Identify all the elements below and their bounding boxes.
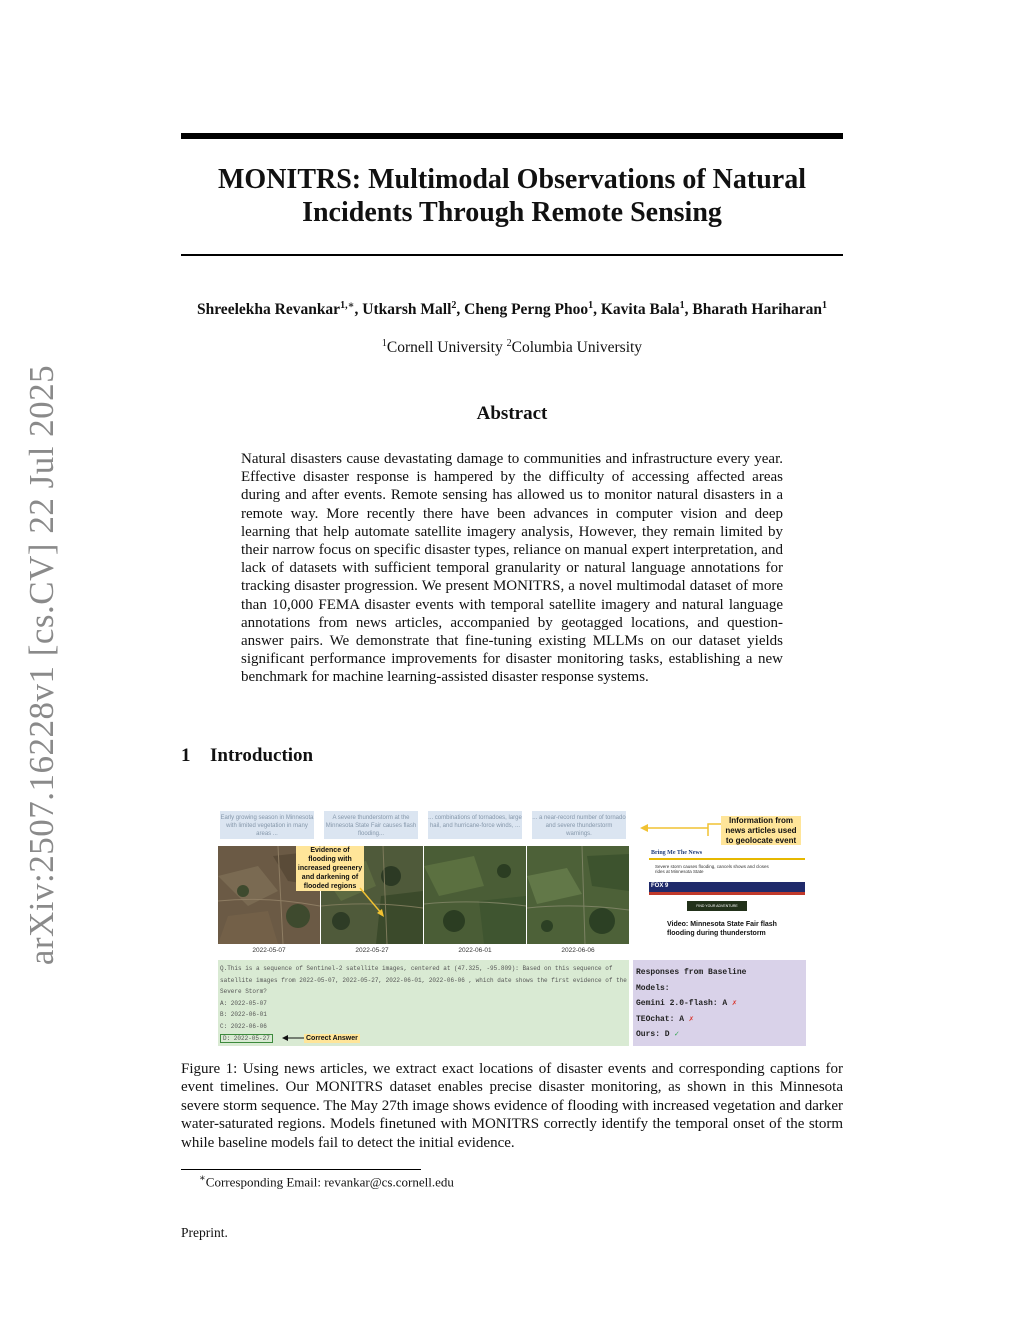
arxiv-text: arXiv:2507.16228v1 [cs.CV] 22 Jul 2025 [22, 364, 61, 966]
image-date-4: 2022-06-06 [561, 947, 595, 954]
image-date-1: 2022-05-07 [252, 947, 286, 954]
author: Utkarsh Mall$^2$ [362, 300, 457, 319]
info-arrow [638, 816, 723, 846]
figure-1 [218, 808, 808, 1048]
response-gemini: Gemini 2.0-flash: A ✗ [636, 999, 737, 1009]
section-title: Introduction [210, 745, 314, 766]
baseline-subheading: Models: [636, 983, 670, 993]
tv-banner [649, 882, 805, 892]
footnote-rule [181, 1169, 421, 1170]
correct-answer-label: Correct Answer [306, 1034, 358, 1042]
question-box [218, 960, 629, 1046]
option-d: D: 2022-05-27 [220, 1034, 273, 1043]
image-date-3: 2022-06-01 [458, 947, 492, 954]
cross-icon: ✗ [732, 999, 737, 1009]
image-date-2: 2022-05-27 [355, 947, 389, 954]
tv-logo: FOX 9 [651, 883, 669, 889]
section-heading [181, 745, 313, 767]
option-c: C: 2022-06-06 [220, 1022, 267, 1030]
top-rule [181, 133, 843, 139]
baseline-responses [633, 960, 806, 1046]
timeline-caption-1: Early growing season in Minnesota with limited vegetation in many areas ... [220, 811, 314, 839]
abstract-text: Natural disasters cause devastating damage to communities and infrastructure every year. Effective disaster response is hampered by the difficulty of accessing affected areas during and after events. Remote sensing has allowed us to monitor natural disasters in a remote way. More recently there have been advances in computer vision and deep learning that help automate satellite imagery analysis, However, they remain limited by their narrow focus on specific disaster types, reliance on manual expert interpretation, and lack of datasets with sufficient temporal granularity or natural language annotations for tracking disaster progression. We present MONITRS, a novel multimodal dataset of more than 10,000 FEMA disaster events with temporal satellite imagery and natural language annotations from news articles, accompanied by geotagged locations, and question-answer pairs. We demonstrate that fine-tuning existing MLLMs on our dataset yields significant performance improvements for disaster monitoring tasks, establishing a new benchmark for machine learning-assisted disaster response systems. [241, 451, 783, 686]
response-ours: Ours: D ✓ [636, 1030, 680, 1040]
footnote: ∗Corresponding Email: revankar@cs.cornell.edu [199, 1173, 454, 1190]
info-label: Information from news articles used to geolocate event [721, 816, 801, 856]
cross-icon: ✗ [688, 1014, 694, 1024]
preprint-label: Preprint. [181, 1225, 228, 1240]
paper-title [181, 163, 843, 229]
title-bottom-rule [181, 254, 843, 256]
author: Kavita Bala$^1$ [600, 300, 685, 319]
news-video-title: Video: Minnesota State Fair flash flooding during thunderstorm [667, 921, 777, 937]
correct-arrow [282, 1033, 304, 1048]
author: Shreelekha Revankar$^{1,∗}$ [196, 300, 355, 319]
news-site-name: Bring Me The News [651, 850, 703, 856]
evidence-label: Evidence of flooding with increased greenery and darkening of flooded regions [297, 847, 363, 890]
news-article [645, 845, 807, 953]
evidence-arrow [358, 886, 388, 921]
author: Bharath Hariharan$^1$ [692, 300, 828, 319]
option-b: B: 2022-06-01 [220, 1011, 267, 1019]
tv-red-bar [649, 892, 805, 895]
option-a: A: 2022-05-07 [220, 999, 267, 1007]
news-headline: Severe storm causes flooding, cancels shows and closes rides at Minnesota State [655, 864, 769, 874]
timeline-caption-2: A severe thunderstorm at the Minnesota State Fair causes flash flooding... [324, 811, 418, 839]
news-ad: FIND YOUR ADVENTURE [687, 901, 747, 911]
abstract-heading: Abstract [476, 403, 548, 424]
author: Cheng Perng Phoo$^1$ [464, 300, 594, 319]
figure-caption: Figure 1: Using news articles, we extract exact locations of disaster events and corresponding captions for event timelines. Our MONITRS dataset enables precise disaster monitoring, as shown in this Minnesota severe storm sequence. The May 27th image shows evidence of flooding with increased vegetation and darker water-saturated regions. Models finetuned with MONITRS correctly identify the temporal onset of the storm while baseline models fail to detect the initial evidence. [181, 1061, 843, 1151]
response-teochat: TEOchat: A ✗ [636, 1014, 694, 1024]
baseline-heading: Responses from Baseline [636, 968, 747, 977]
satellite-image-3 [424, 846, 526, 944]
question-text: Q.This is a sequence of Sentinel-2 satellite images, centered at (47.325, -95.809): Based on this sequence of satellite images from 2022-05-07, 2022-05-27, 2022-06-01, 2022-06-06 , which date shows the first evidence of the Severe Storm? [220, 965, 627, 996]
author-list: Shreelekha Revankar$^{1,∗}$, Utkarsh Mall$^2$, Cheng Perng Phoo$^1$, Kavita Bala$^1$, Bharath Hariharan$^1$ [196, 300, 828, 319]
satellite-image-4 [527, 846, 629, 944]
check-icon: ✓ [674, 1030, 680, 1040]
title-line-2: Incidents Through Remote Sensing [302, 197, 722, 228]
news-nav-bar [649, 858, 805, 860]
title-line-1: MONITRS: Multimodal Observations of Natural [218, 164, 806, 195]
arxiv-identifier [12, 364, 72, 966]
timeline-caption-4: ... a near-record number of tornado and severe thunderstorm warnings. [532, 811, 626, 839]
affiliations: $^1$Cornell University $^2$Columbia University [381, 338, 643, 357]
timeline-caption-3: ... combinations of tornadoes, large hail, and hurricane-force winds, ... [428, 811, 522, 839]
section-number: 1 [181, 745, 191, 766]
